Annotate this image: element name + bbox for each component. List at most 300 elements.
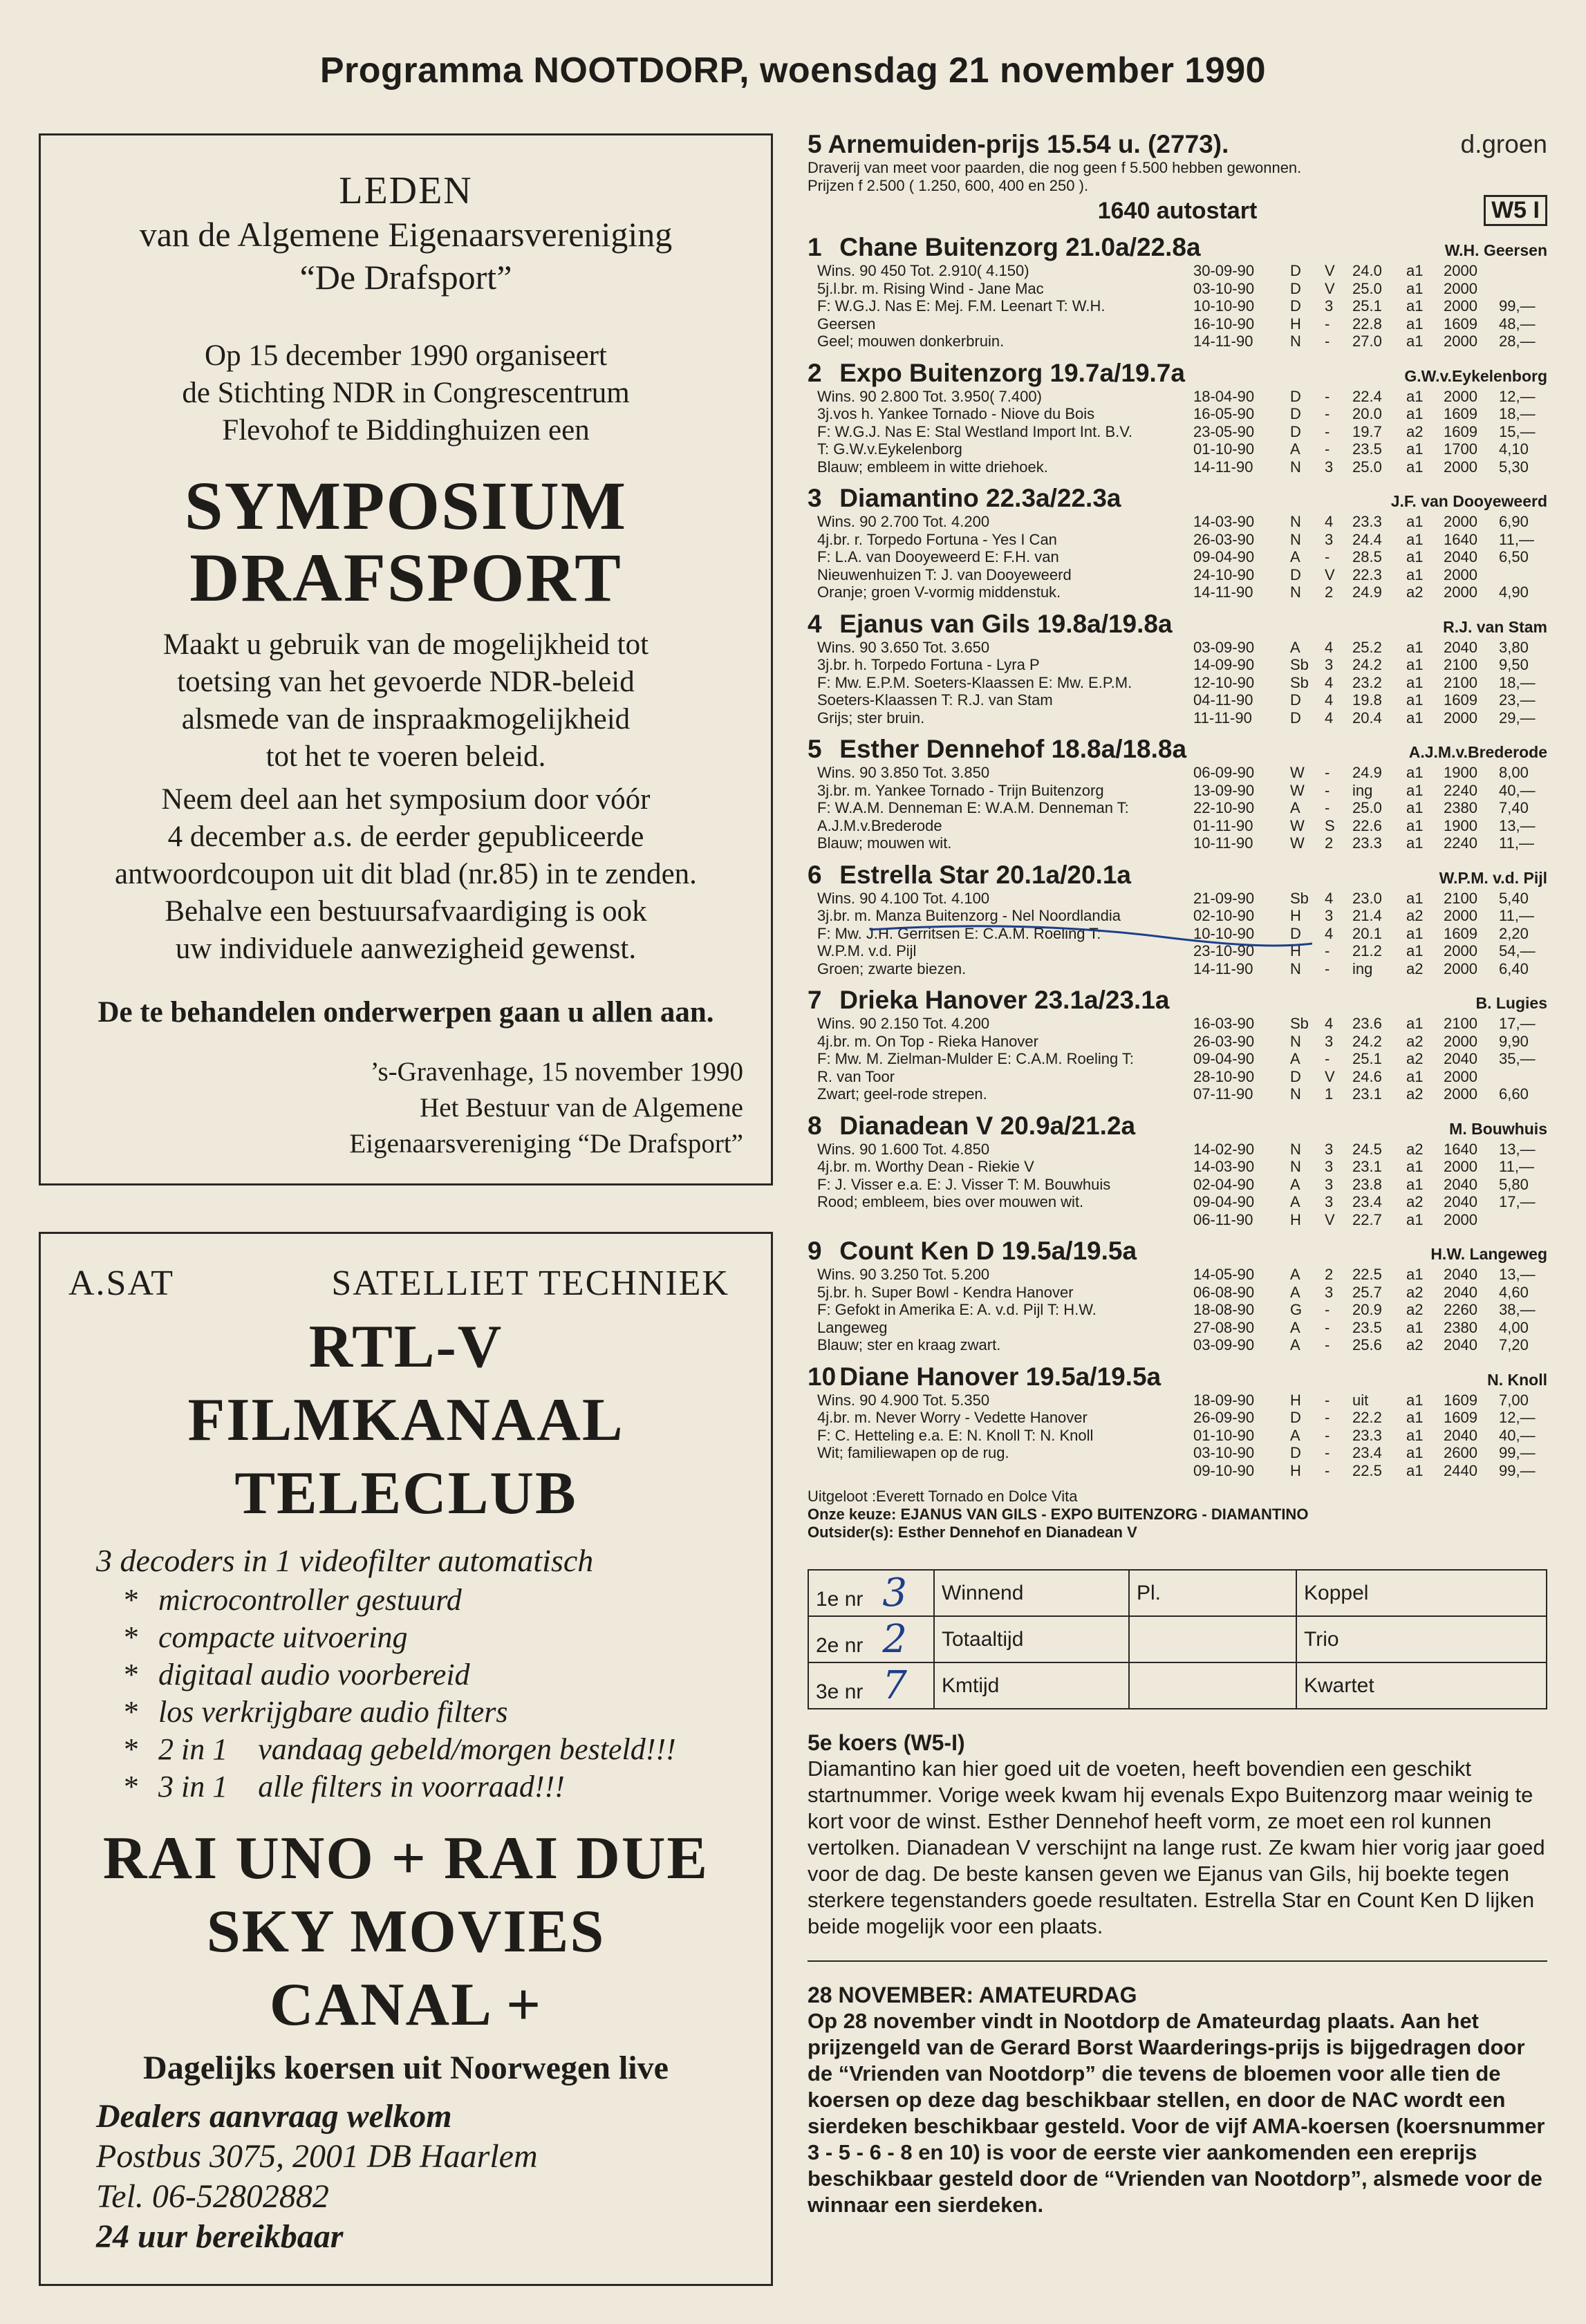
run-cell: A — [1290, 1193, 1300, 1210]
run-cell: 9,50 — [1499, 656, 1529, 673]
run-cell: 01-10-90 — [1193, 440, 1255, 458]
run-cell: H — [1290, 907, 1301, 924]
run-row — [1193, 799, 1547, 817]
run-cell: D — [1290, 709, 1301, 727]
run-cell: a2 — [1406, 1193, 1424, 1210]
run-cell: 1640 — [1444, 530, 1477, 548]
horse-entry — [808, 610, 1547, 727]
run-cell: - — [1325, 1391, 1330, 1409]
run-cell: 22.2 — [1352, 1409, 1382, 1426]
run-cell: Sb — [1290, 1015, 1309, 1032]
text-line: antwoordcoupon uit dit blad (nr.85) in te zenden. — [115, 858, 697, 890]
run-row — [1193, 709, 1547, 727]
run-cell: 1609 — [1444, 691, 1477, 709]
position-label: 3e nr — [816, 1680, 864, 1703]
horse-info-line: 3j.br. m. Manza Buitenzorg - Nel Noordlandia — [817, 907, 1121, 924]
horse-info — [808, 1266, 1193, 1354]
run-cell: - — [1325, 387, 1330, 405]
horse-entry — [808, 233, 1547, 350]
text-line: Het Bestuur van de Algemene — [420, 1093, 743, 1123]
horse-name-text: Estrella Star 20.1a/20.1a — [839, 860, 1131, 889]
horse-number: 10 — [808, 1362, 837, 1391]
run-cell: 13-09-90 — [1193, 781, 1255, 799]
run-cell: 01-10-90 — [1193, 1426, 1255, 1444]
run-cell: 28.5 — [1352, 548, 1382, 565]
run-cell: D — [1290, 387, 1301, 405]
brand-line: SKY MOVIES — [206, 1898, 606, 1965]
run-cell: 24.4 — [1352, 530, 1382, 548]
horse-info-line: Nieuwenhuizen T: J. van Dooyeweerd — [817, 565, 1072, 583]
feature-text: microcontroller gestuurd — [158, 1583, 462, 1617]
run-cell: 23.5 — [1352, 1318, 1382, 1336]
run-cell: V — [1325, 262, 1335, 279]
run-row — [1193, 297, 1547, 315]
run-cell: 24.5 — [1352, 1140, 1382, 1158]
horse-trainer: N. Knoll — [1487, 1370, 1547, 1389]
text-line: uw individuele aanwezigheid gewenst. — [175, 933, 637, 965]
run-cell: 35,— — [1499, 1050, 1536, 1067]
horse-info-line: Wit; familiewapen op de rug. — [817, 1444, 1009, 1461]
run-cell: - — [1325, 332, 1330, 350]
run-row — [1193, 691, 1547, 709]
run-cell: 13,— — [1499, 1140, 1536, 1158]
brand-line: RAI UNO + RAI DUE — [102, 1825, 709, 1892]
horse-info-line: F: J. Visser e.a. E: J. Visser T: M. Bouwhuis — [817, 1175, 1111, 1193]
leden-bold-line: De te behandelen onderwerpen gaan u allen aan. — [97, 996, 714, 1029]
run-cell: a2 — [1406, 1140, 1424, 1158]
run-cell: - — [1325, 315, 1330, 332]
run-cell: D — [1290, 405, 1301, 422]
race-start — [808, 198, 1547, 225]
run-cell: 4 — [1325, 673, 1334, 691]
feature-item: * digitaal audio voorbereid — [124, 1658, 470, 1692]
run-cell: 14-11-90 — [1193, 332, 1253, 350]
run-cell: A — [1290, 1283, 1300, 1301]
run-cell: V — [1325, 279, 1335, 297]
horse-name-text: Expo Buitenzorg 19.7a/19.7a — [839, 358, 1185, 387]
run-cell: 2100 — [1444, 1015, 1477, 1032]
run-cell: 11,— — [1499, 834, 1534, 852]
run-cell: 3 — [1325, 1175, 1334, 1193]
run-cell: D — [1290, 279, 1301, 297]
run-cell: A — [1290, 799, 1300, 816]
run-cell: 4,90 — [1499, 583, 1529, 601]
run-row — [1193, 1211, 1547, 1229]
horse-info-line: F: Mw. J.H. Gerritsen E: C.A.M. Roeling T: — [817, 924, 1101, 942]
text-line: alsmede van de inspraakmogelijkheid — [181, 703, 631, 735]
horse-title — [808, 359, 1547, 388]
run-row — [1193, 1085, 1547, 1103]
horse-info-line: F: L.A. van Dooyeweerd E: F.H. van — [817, 548, 1059, 565]
onze-keuze: Onze keuze: EJANUS VAN GILS - EXPO BUITENZORG - DIAMANTINO — [808, 1506, 1309, 1523]
horse-info-line: Blauw; mouwen wit. — [817, 834, 952, 852]
run-row — [1193, 674, 1547, 692]
run-cell: D — [1290, 1444, 1301, 1461]
run-cell: H — [1290, 942, 1301, 959]
run-cell: 24.0 — [1352, 262, 1382, 279]
leden-signature — [68, 1054, 743, 1162]
handwritten-number: 7 — [882, 1663, 908, 1708]
run-cell: 2 — [1325, 583, 1334, 601]
horse-body — [808, 1015, 1547, 1103]
run-cell: 02-04-90 — [1193, 1175, 1255, 1193]
run-cell — [1499, 1211, 1547, 1229]
text-line: tot het te voeren beleid. — [265, 740, 546, 773]
feature-text: 2 in 1 vandaag gebeld/morgen besteld!!! — [158, 1732, 676, 1766]
run-cell: 2000 — [1444, 565, 1477, 583]
run-cell: H — [1290, 315, 1301, 332]
horse-name — [808, 735, 1186, 764]
horse-name-text: Count Ken D 19.5a/19.5a — [839, 1237, 1137, 1265]
run-cell: 9,90 — [1499, 1032, 1529, 1050]
horse-info-line: Zwart; geel-rode strepen. — [817, 1085, 987, 1103]
horse-info-line: Groen; zwarte biezen. — [817, 959, 967, 977]
run-cell: 3 — [1325, 1193, 1334, 1210]
run-cell: N — [1290, 1140, 1301, 1158]
amateur-text: Op 28 november vindt in Nootdorp de Amateurdag plaats. Aan het prijzengeld van de Gerard Borst Waarderings-prijs is bijgedragen door de “Vrienden van Nootdorp” die tevens de bloemen voor alle tien de koersen op deze dag beschikbaar stellen, en door de NAC wordt een sierdeken beschikbaar gesteld. Voor de vijf AMA-koersen (koersnummer 3 - 5 - 6 - 8 en 10) is voor de eerste vier aankomenden een ereprijs beschikbaar gesteld door de “Vrienden van Nootdorp”, alsmede voor de winnaar een sierdeken. — [808, 2009, 1545, 2217]
leden-heading: LEDEN — [339, 169, 473, 212]
run-cell: N — [1290, 1032, 1301, 1050]
text-line: Maakt u gebruik van de mogelijkheid tot — [162, 628, 649, 661]
run-cell: 26-09-90 — [1193, 1409, 1255, 1426]
result-cell[interactable]: Totaaltijd — [934, 1616, 1129, 1662]
run-row — [1193, 907, 1547, 925]
run-cell: 04-11-90 — [1193, 691, 1253, 709]
result-row — [808, 1570, 1547, 1616]
run-row — [1193, 1462, 1547, 1480]
run-cell: a1 — [1406, 889, 1424, 907]
race-code-badge: W5 I — [1484, 195, 1547, 226]
horse-name-text: Diamantino 22.3a/22.3a — [839, 484, 1121, 512]
run-cell: - — [1325, 1409, 1330, 1426]
run-cell: 2040 — [1444, 1050, 1477, 1067]
horse-info-line: F: Mw. M. Zielman-Mulder E: C.A.M. Roeling T: — [817, 1050, 1135, 1067]
run-cell: 25.6 — [1352, 1336, 1382, 1353]
run-cell: 28-10-90 — [1193, 1067, 1255, 1085]
run-cell: 12,— — [1499, 1409, 1536, 1426]
run-cell: 2040 — [1444, 1175, 1477, 1193]
text-line: ’s-Gravenhage, 15 november 1990 — [370, 1057, 743, 1087]
run-cell: 8,00 — [1499, 764, 1529, 781]
result-cell[interactable]: Pl. — [1129, 1570, 1296, 1616]
run-cell: - — [1325, 799, 1330, 816]
run-cell: 6,90 — [1499, 513, 1529, 530]
result-row — [808, 1616, 1547, 1662]
horse-info-line: 3j.br. m. Yankee Tornado - Trijn Buitenzorg — [817, 781, 1104, 799]
horse-body — [808, 388, 1547, 476]
horse-info-line: Geersen — [817, 315, 876, 332]
leden-p2 — [68, 626, 743, 776]
run-row — [1193, 782, 1547, 800]
run-cell: - — [1325, 1461, 1330, 1479]
horse-name — [808, 861, 1131, 890]
run-cell: a1 — [1406, 924, 1424, 942]
run-cell: a2 — [1406, 907, 1424, 924]
run-cell: 14-03-90 — [1193, 1158, 1255, 1175]
run-cell: a1 — [1406, 799, 1424, 816]
horse-name — [808, 1112, 1135, 1141]
horse-info-line: Wins. 90 2.150 Tot. 4.200 — [817, 1015, 990, 1032]
run-cell: a1 — [1406, 1409, 1424, 1426]
run-cell: 2040 — [1444, 548, 1477, 565]
run-cell: H — [1290, 1210, 1301, 1228]
run-row — [1193, 566, 1547, 584]
horse-runs — [1193, 1266, 1547, 1354]
run-cell: 22.5 — [1352, 1266, 1382, 1283]
run-cell: a1 — [1406, 673, 1424, 691]
run-cell: 23.4 — [1352, 1444, 1382, 1461]
feature-item: * los verkrijgbare audio filters — [124, 1695, 508, 1729]
sat-company: SATELLIET TECHNIEK — [331, 1264, 729, 1303]
result-cell[interactable]: Kwartet — [1296, 1662, 1547, 1709]
horse-info-line: F: W.G.J. Nas E: Stal Westland Import Int. B.V. — [817, 422, 1133, 440]
run-cell: N — [1290, 583, 1301, 601]
horse-entry — [808, 359, 1547, 476]
run-cell: 1 — [1325, 1085, 1334, 1103]
result-cell[interactable]: Koppel — [1296, 1570, 1547, 1616]
run-row — [1193, 1176, 1547, 1194]
satellite-advert — [39, 1232, 773, 2286]
run-cell: a1 — [1406, 816, 1424, 834]
run-cell: Sb — [1290, 889, 1309, 907]
run-cell: a2 — [1406, 1301, 1424, 1318]
run-row — [1193, 764, 1547, 782]
text-line: toetsing van het gevoerde NDR-beleid — [177, 666, 635, 698]
horse-info — [808, 388, 1193, 476]
horse-info-line: 5j.br. h. Super Bowl - Kendra Hanover — [817, 1283, 1074, 1301]
run-cell: 22.4 — [1352, 387, 1382, 405]
run-cell: 23.3 — [1352, 513, 1382, 530]
run-cell: 4 — [1325, 691, 1334, 709]
run-cell: 2 — [1325, 1266, 1334, 1283]
run-cell: 2380 — [1444, 1318, 1477, 1336]
result-cell[interactable] — [1129, 1662, 1296, 1709]
run-cell: a1 — [1406, 709, 1424, 727]
horse-runs — [1193, 639, 1547, 727]
run-cell: 2000 — [1444, 1158, 1477, 1175]
run-cell: 99,— — [1499, 297, 1536, 315]
run-row — [1193, 423, 1547, 441]
run-cell: A — [1290, 548, 1300, 565]
run-cell: 06-11-90 — [1193, 1210, 1253, 1228]
horse-info — [808, 764, 1193, 852]
run-cell: a2 — [1406, 1050, 1424, 1067]
sat-feature: 3 decoders in 1 videofilter automatisch — [96, 1543, 594, 1578]
run-cell: 2240 — [1444, 781, 1477, 799]
horse-number: 5 — [808, 735, 822, 763]
horse-runs — [1193, 262, 1547, 350]
run-cell: N — [1290, 1158, 1301, 1175]
run-cell: H — [1290, 1391, 1301, 1409]
run-cell: 18-08-90 — [1193, 1301, 1255, 1318]
page-title: Programma NOOTDORP, woensdag 21 november 1990 — [319, 50, 1267, 91]
run-row — [1193, 1284, 1547, 1302]
horse-info — [808, 890, 1193, 978]
run-cell: 30-09-90 — [1193, 262, 1255, 279]
horse-entry — [808, 735, 1547, 852]
leden-announcement — [39, 133, 773, 1186]
result-row — [808, 1662, 1547, 1709]
run-cell: 09-04-90 — [1193, 548, 1255, 565]
run-cell: 2040 — [1444, 638, 1477, 656]
run-cell: 15,— — [1499, 422, 1536, 440]
position-cell[interactable] — [808, 1662, 934, 1709]
horse-name — [808, 233, 1201, 262]
run-row — [1193, 458, 1547, 476]
run-cell: 2380 — [1444, 799, 1477, 816]
horse-title — [808, 861, 1547, 890]
contact-line: Dealers aanvraag welkom — [96, 2098, 452, 2135]
run-cell: N — [1290, 513, 1301, 530]
run-cell: a1 — [1406, 781, 1424, 799]
horse-info — [808, 639, 1193, 727]
horse-number: 9 — [808, 1237, 822, 1265]
horse-body — [808, 639, 1547, 727]
horse-info-line: Wins. 90 3.650 Tot. 3.650 — [817, 638, 990, 656]
run-cell — [1499, 566, 1547, 584]
horse-info — [808, 262, 1193, 350]
run-row — [1193, 1158, 1547, 1176]
run-cell: a1 — [1406, 1175, 1424, 1193]
horse-info-line: Rood; embleem, bies over mouwen wit. — [817, 1193, 1084, 1210]
run-cell: 27.0 — [1352, 332, 1382, 350]
run-cell: 1900 — [1444, 764, 1477, 781]
run-cell: 03-09-90 — [1193, 638, 1255, 656]
horse-runs — [1193, 1141, 1547, 1229]
position-cell[interactable] — [808, 1570, 934, 1616]
run-row — [1193, 890, 1547, 908]
horse-info — [808, 513, 1193, 601]
horse-entry — [808, 986, 1547, 1103]
run-row — [1193, 332, 1547, 350]
run-cell: 2000 — [1444, 959, 1477, 977]
contact-line: Postbus 3075, 2001 DB Haarlem — [96, 2138, 538, 2175]
run-cell: 13,— — [1499, 1266, 1536, 1283]
run-row — [1193, 405, 1547, 423]
horse-body — [808, 1391, 1547, 1480]
horse-title — [808, 1237, 1547, 1266]
horse-info-line: F: W.G.J. Nas E: Mej. F.M. Leenart T: W.H. — [817, 297, 1105, 315]
horse-runs — [1193, 513, 1547, 601]
run-cell: 03-10-90 — [1193, 279, 1255, 297]
horse-info-line: F: Mw. E.P.M. Soeters-Klaassen E: Mw. E.P.M. — [817, 673, 1132, 691]
run-cell: A — [1290, 1175, 1300, 1193]
horse-info-line: R. van Toor — [817, 1067, 895, 1085]
horse-name-text: Diane Hanover 19.5a/19.5a — [839, 1362, 1161, 1391]
contact-line: Tel. 06-52802882 — [96, 2178, 329, 2215]
race-footer — [808, 1488, 1547, 1541]
run-cell: ing — [1352, 959, 1373, 977]
run-cell: 27-08-90 — [1193, 1318, 1255, 1336]
run-cell: 20.4 — [1352, 709, 1382, 727]
run-cell: 22.3 — [1352, 565, 1382, 583]
result-cell[interactable] — [1129, 1616, 1296, 1662]
horse-title — [808, 735, 1547, 764]
run-cell: a1 — [1406, 565, 1424, 583]
run-cell: 2040 — [1444, 1336, 1477, 1353]
run-cell: 3 — [1325, 1032, 1334, 1050]
run-cell: 11,— — [1499, 530, 1534, 548]
run-cell: 24.2 — [1352, 1032, 1382, 1050]
run-cell: a2 — [1406, 1283, 1424, 1301]
horse-trainer: W.H. Geersen — [1444, 241, 1547, 259]
race-prizes: Prijzen f 2.500 ( 1.250, 600, 400 en 250 ). — [808, 177, 1089, 194]
run-cell: 1700 — [1444, 440, 1477, 458]
run-cell: ing — [1352, 781, 1373, 799]
run-cell: 2040 — [1444, 1193, 1477, 1210]
run-cell: 23.4 — [1352, 1193, 1382, 1210]
run-cell: 1609 — [1444, 1391, 1477, 1409]
feature-item: * compacte uitvoering — [124, 1620, 408, 1654]
result-cell[interactable]: Winnend — [934, 1570, 1129, 1616]
start-type: 1640 autostart — [1097, 198, 1258, 224]
run-cell: 16-05-90 — [1193, 405, 1255, 422]
run-row — [1193, 1141, 1547, 1159]
run-cell: 11-11-90 — [1193, 709, 1252, 727]
run-cell: 2040 — [1444, 1266, 1477, 1283]
horse-number: 2 — [808, 358, 822, 387]
run-cell: 17,— — [1499, 1015, 1536, 1032]
amateurdag-section — [808, 1960, 1547, 2218]
position-cell[interactable] — [808, 1616, 934, 1662]
run-cell: 24.6 — [1352, 1067, 1382, 1085]
run-cell: 23,— — [1499, 691, 1536, 709]
run-row — [1193, 1033, 1547, 1051]
result-table — [808, 1569, 1547, 1709]
horse-name-text: Ejanus van Gils 19.8a/19.8a — [839, 609, 1173, 638]
horse-trainer: H.W. Langeweg — [1430, 1245, 1547, 1263]
handwritten-number: 3 — [882, 1571, 908, 1615]
run-cell: A — [1290, 1266, 1300, 1283]
run-cell: 2000 — [1444, 907, 1477, 924]
run-cell: 4,60 — [1499, 1283, 1529, 1301]
run-cell: 2100 — [1444, 889, 1477, 907]
run-cell: 14-11-90 — [1193, 583, 1253, 601]
run-cell: 24.2 — [1352, 656, 1382, 673]
run-row — [1193, 531, 1547, 549]
run-row — [1193, 262, 1547, 280]
run-cell: A — [1290, 1336, 1300, 1353]
run-cell: - — [1325, 1336, 1330, 1353]
run-cell: 02-10-90 — [1193, 907, 1255, 924]
horse-info-line: F: C. Hetteling e.a. E: N. Knoll T: N. Knoll — [817, 1426, 1094, 1444]
run-cell: 10-11-90 — [1193, 834, 1253, 852]
horse-info-line: Wins. 90 3.850 Tot. 3.850 — [817, 764, 990, 781]
horse-info-line: A.J.M.v.Brederode — [817, 816, 942, 834]
run-row — [1193, 1391, 1547, 1409]
run-row — [1193, 583, 1547, 601]
run-cell: 25.1 — [1352, 297, 1382, 315]
run-cell: 5,30 — [1499, 458, 1529, 476]
result-cell[interactable]: Trio — [1296, 1616, 1547, 1662]
text-line: 4 december a.s. de eerder gepubliceerde — [167, 821, 644, 853]
horse-body — [808, 1141, 1547, 1229]
result-cell[interactable]: Kmtijd — [934, 1662, 1129, 1709]
run-cell: a2 — [1406, 422, 1424, 440]
horse-title — [808, 610, 1547, 639]
horse-info — [808, 1391, 1193, 1480]
race-conditions: Draverij van meet voor paarden, die nog geen f 5.500 hebben gewonnen. — [808, 159, 1302, 176]
run-cell: 2000 — [1444, 387, 1477, 405]
run-cell: 1609 — [1444, 422, 1477, 440]
run-cell: 25.1 — [1352, 1050, 1382, 1067]
run-cell: 7,20 — [1499, 1336, 1529, 1353]
horse-number: 6 — [808, 860, 822, 889]
run-cell: 14-11-90 — [1193, 458, 1253, 476]
run-cell: 12-10-90 — [1193, 673, 1255, 691]
run-row — [1193, 1193, 1547, 1211]
run-cell: 14-05-90 — [1193, 1266, 1255, 1283]
